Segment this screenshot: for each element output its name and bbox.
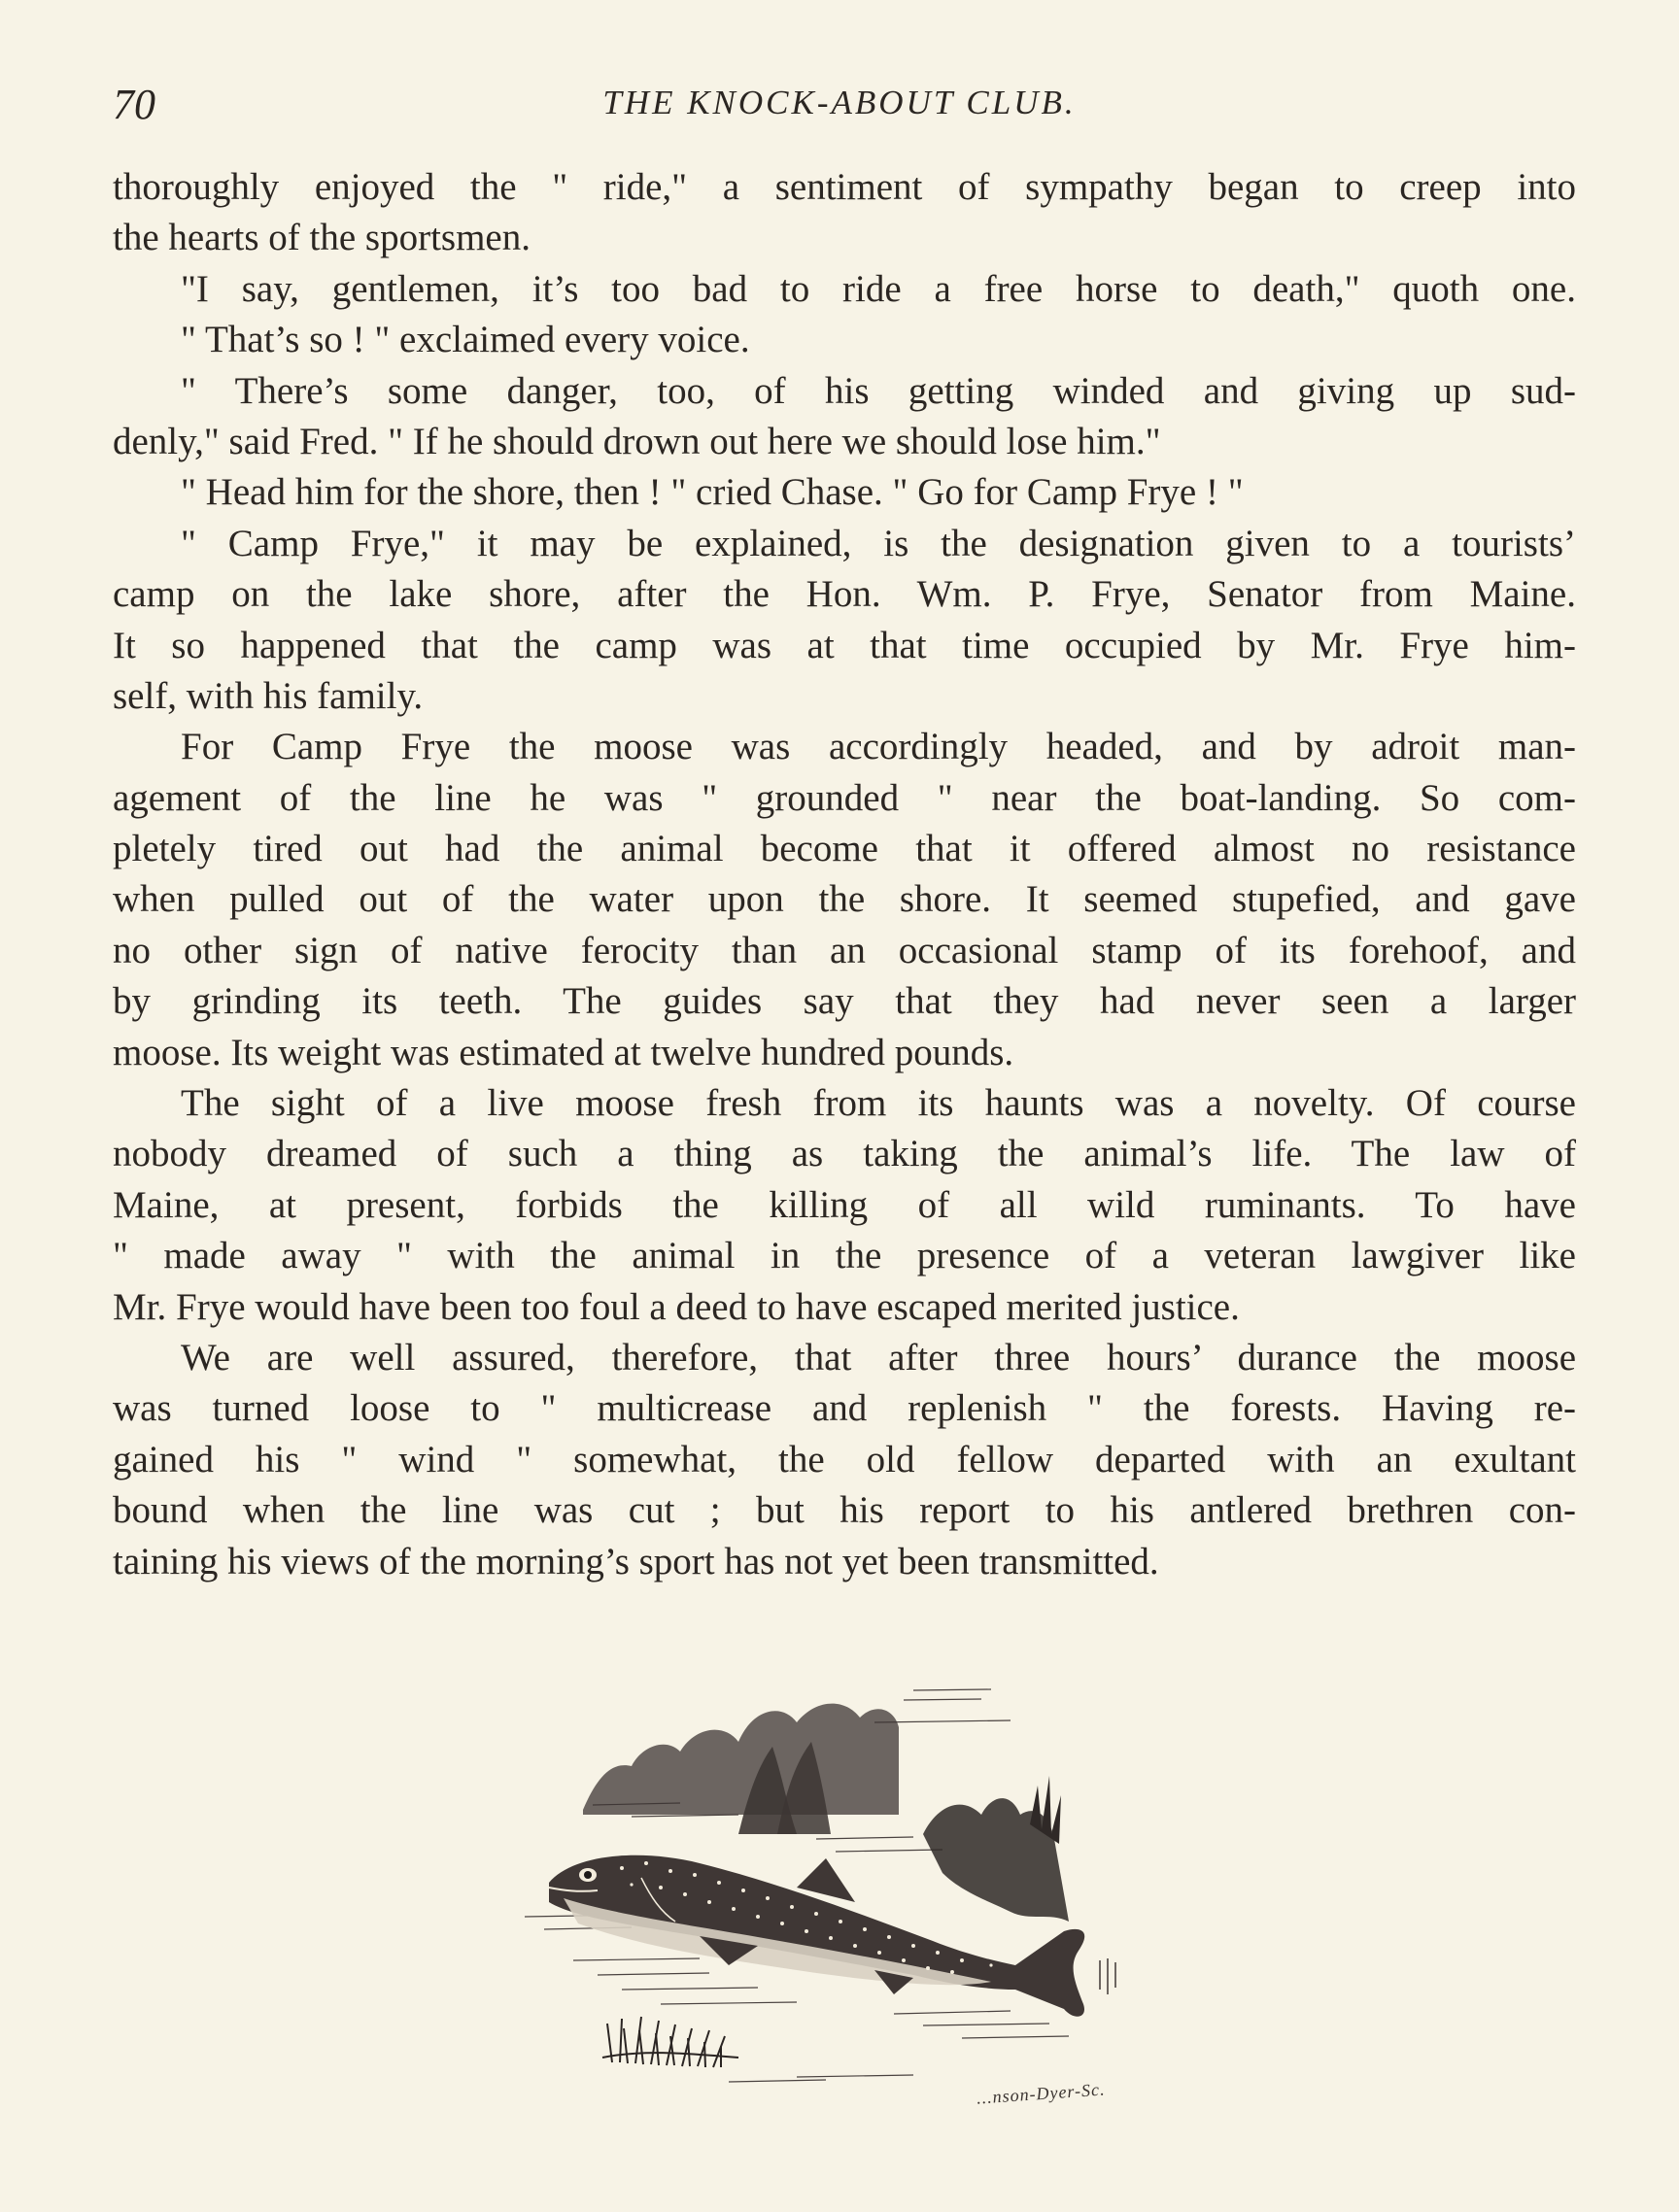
text-line: The sight of a live moose fresh from its haunts was a novelty. Of course <box>181 1082 1576 1125</box>
background-trees <box>583 1704 899 1834</box>
text-line: " Head him for the shore, then ! " cried Chase. " Go for Camp Frye ! " <box>181 471 1244 514</box>
text-line: It so happened that the camp was at that time occupied by Mr. Frye him- <box>113 624 1576 666</box>
text-line: when pulled out of the water upon the shore. It seemed stupefied, and gave <box>113 878 1576 921</box>
text-line: Mr. Frye would have been too foul a deed to have escaped merited justice. <box>113 1285 1240 1328</box>
text-line: We are well assured, therefore, that after three hours’ durance the moose <box>181 1336 1576 1378</box>
trout-illustration <box>505 1669 1166 2096</box>
text-line: " Camp Frye," it may be explained, is the designation given to a tourists’ <box>181 522 1576 564</box>
text-line: moose. Its weight was estimated at twelve hundred pounds. <box>113 1031 1014 1073</box>
text-line: For Camp Frye the moose was accordingly headed, and by adroit man- <box>181 726 1576 768</box>
text-line: " That’s so ! " exclaimed every voice. <box>181 319 750 361</box>
body-text <box>113 162 1576 1587</box>
text-line: thoroughly enjoyed the " ride," a sentiment of sympathy began to creep into <box>113 166 1576 208</box>
text-line: by grinding its teeth. The guides say that they had never seen a larger <box>113 980 1576 1023</box>
text-line: self, with his family. <box>113 674 424 717</box>
right-bank-grass <box>923 1776 1069 1922</box>
text-line: the hearts of the sportsmen. <box>113 217 531 259</box>
engraver-signature: ...nson-Dyer-Sc. <box>976 2079 1107 2108</box>
text-line: pletely tired out had the animal become that it offered almost no resistance <box>113 828 1576 870</box>
page-number: 70 <box>113 81 155 128</box>
text-line: camp on the lake shore, after the Hon. Wm. P. Frye, Senator from Maine. <box>113 573 1576 616</box>
text-line: agement of the line he was " grounded " near the boat-landing. So com- <box>113 776 1576 819</box>
text-line: bound when the line was cut ; but his report to his antlered brethren con- <box>113 1489 1576 1532</box>
text-line: was turned loose to " multicrease and replenish " the forests. Having re- <box>113 1387 1576 1430</box>
text-line: Maine, at present, forbids the killing of all wild ruminants. To have <box>113 1183 1576 1226</box>
text-line: " made away " with the animal in the presence of a veteran lawgiver like <box>113 1235 1576 1277</box>
running-head: THE KNOCK-ABOUT CLUB. <box>602 84 1077 121</box>
foreground-reeds <box>602 2017 738 2067</box>
text-line: gained his " wind " somewhat, the old fellow departed with an exultant <box>113 1438 1576 1480</box>
text-line: "I say, gentlemen, it’s too bad to ride a free horse to death," quoth one. <box>181 267 1576 310</box>
text-line: " There’s some danger, too, of his getting winded and giving up sud- <box>181 369 1576 412</box>
text-line: no other sign of native ferocity than an occasional stamp of its forehoof, and <box>113 929 1576 971</box>
text-line: nobody dreamed of such a thing as taking the animal’s life. The law of <box>113 1133 1576 1175</box>
right-water-marks <box>1100 1958 1115 1994</box>
text-line: denly," said Fred. " If he should drown out here we should lose him." <box>113 420 1161 462</box>
text-line: taining his views of the morning’s sport has not yet been transmitted. <box>113 1540 1159 1582</box>
